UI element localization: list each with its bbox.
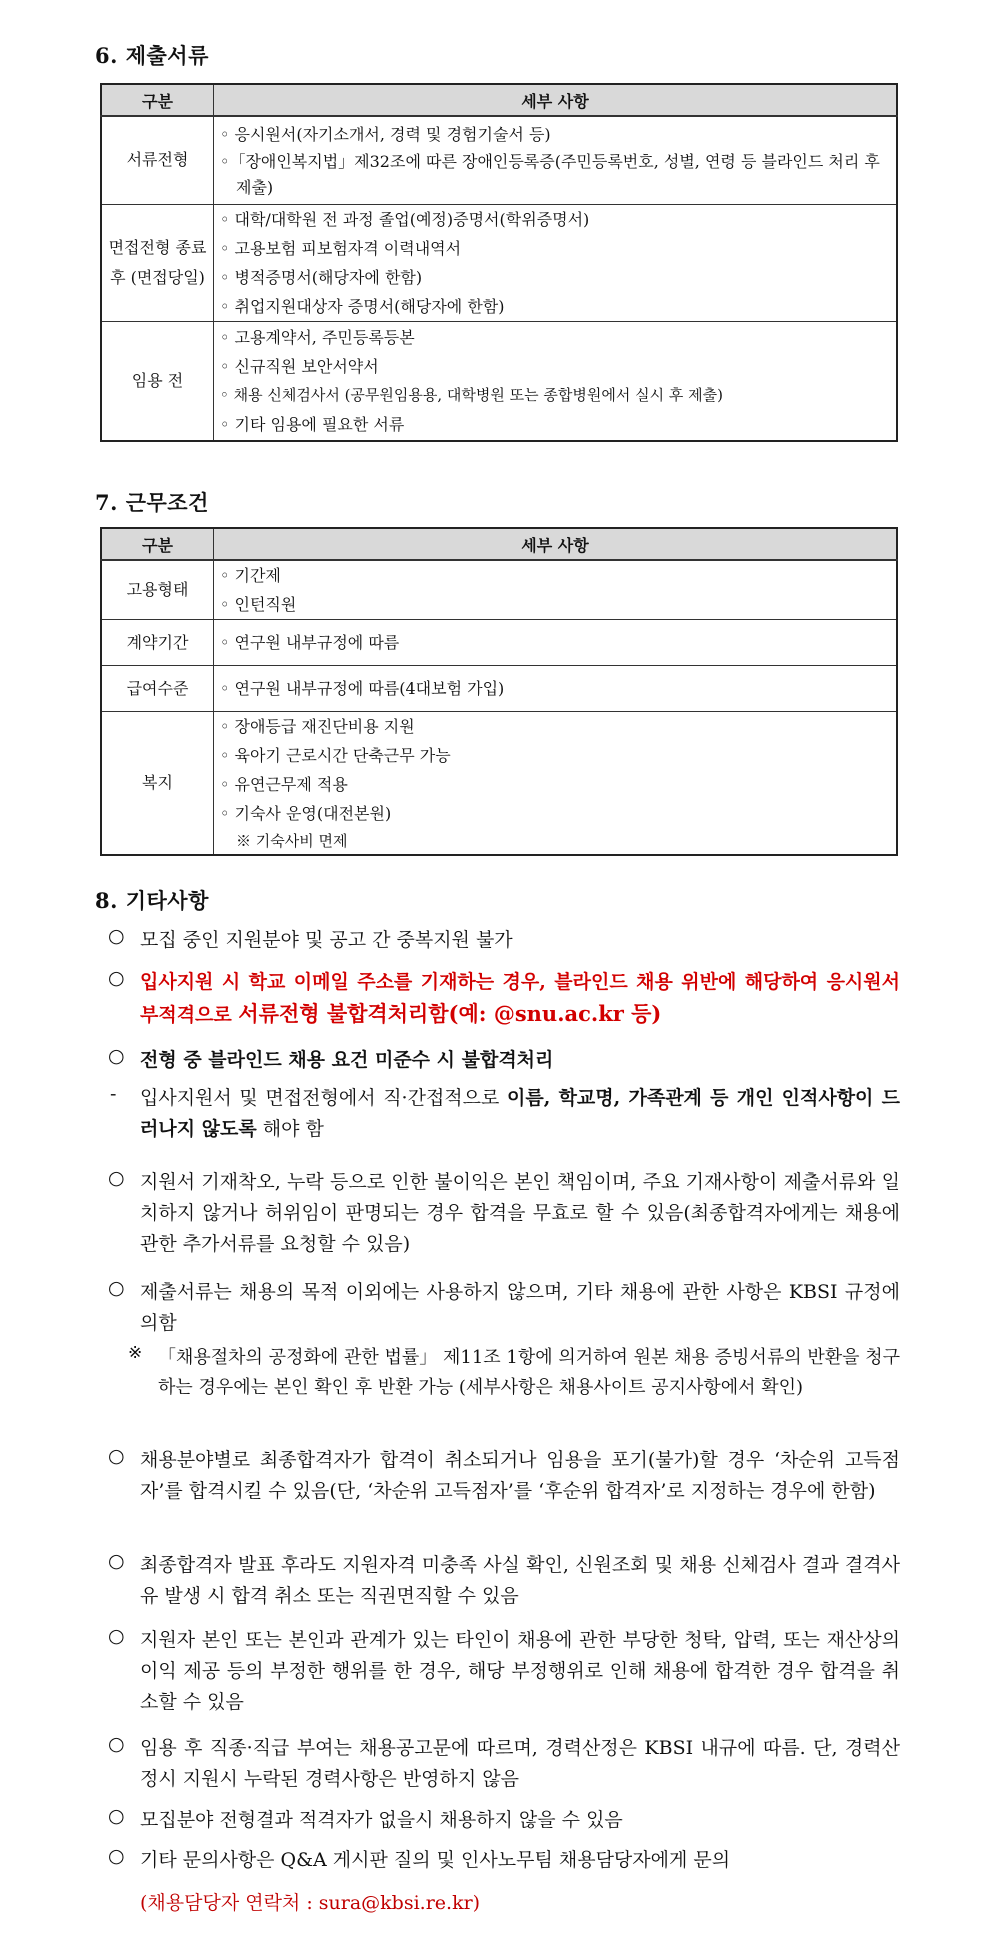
circle-bullet-icon: ○ [108,1733,125,1755]
circle-bullet-icon: ○ [108,1045,125,1067]
section-8-title: 8. 기타사항 [95,888,209,913]
list-item: ◦ 기타 임용에 필요한 서류 [220,414,405,434]
table-row [101,712,897,856]
list-item: ◦ 기숙사 운영(대전본원) [220,804,392,823]
working-conditions-table [100,527,898,856]
list-item: ◦ 육아기 근로시간 단축근무 가능 [220,746,451,765]
row-category: 계약기간 [101,620,214,666]
table-row [101,204,897,321]
section-7-title: 7. 근무조건 [95,490,209,515]
table-header-detail: 세부 사항 [214,84,898,116]
row-category: 면접전형 종료 후 (면접당일) [101,204,214,321]
circle-bullet-icon: ○ [108,1805,125,1827]
list-item: ◦ 고용보험 피보험자격 이력내역서 [220,238,462,258]
circle-bullet-icon: ○ [108,1550,125,1572]
other-notes: ○ 모집 중인 지원분야 및 공고 간 중복지원 불가 ○ 입사지원 시 학교 이메일 주소를 기재하는 경우, 블라인드 채용 위반에 해당하여 응시원서 부적격으로 서류전형 불합격처리함(예: @snu.ac.kr 등) ○ 전형 중 블라인드 채용 요건 미준수 시 불합격처리 - 입사지원서 및 면접전형에서 직·간접적으로 이름, 학교명, 가족관계 등 개인 인적사항이 드러나지 않도록 해야 함 ○ 지원서 기재착오, 누락 등으로 인한 불이익은 본인 책임이며, 주요 기재사항이 제출서류와 일치하지 않거나 허위임이 판명되는 경우 합격을 무효로 할 수 있음(최종합격자에게는 채용에 관한 추가서류를 요청할 수 있음) ○ 제출서류는 채용의 목적 이외에는 사용하지 않으며, 기타 채용에 관한 사항은 KBSI 규정에 의함 ※ 「채용절차의 공정화에 관한 법률」 제11조 1항에 의거하여 원본 채용 증빙서류의 반환을 청구하는 경우에는 본인 확인 후 반환 가능 (세부사항은 채용사이트 공지사항에서 확인) ○ 채용분야별로 최종합격자가 합격이 취소되거나 임용을 포기(불가)할 경우 ‘차순위 고득점자’를 합격시킬 수 있음(단, ‘차순위 고득점자’를 ‘후순위 합격자’로 지정하는 경우에 한함) ○ 최종합격자 발표 후라도 지원자격 미충족 사실 확인, 신원조회 및 채용 신체검사 결과 결격사유 발생 시 합격 취소 또는 직권면직할 수 있음 ○ 지원자 본인 또는 본인과 관계가 있는 타인이 채용에 관한 부당한 청탁, 압력, 또는 재산상의 이익 제공 등의 부정한 행위를 한 경우, 해당 부정행위로 인해 채용에 합격한 경우 합격을 취소할 수 있음 ○ 임용 후 직종·직급 부여는 채용공고문에 따르며, 경력산정은 KBSI 내규에 따름. 단, 경력산정시 지원시 누락된 경력사항은 반영하지 않음 ○ 모집분야 전형결과 적격자가 없을시 채용하지 않을 수 있음 ○ 기타 문의사항은 Q&A 게시판 질의 및 인사노무팀 채용담당자에게 문의 (채용담당자 연락처 : sura@kbsi.re.kr) [108,925,900,1914]
list-item: ◦ 유연근무제 적용 [220,775,348,794]
table-row [101,666,897,712]
row-category: 서류전형 [101,116,214,204]
section-6-title: 6. 제출서류 [95,43,209,68]
row-category: 임용 전 [101,321,214,441]
list-item: ◦ 인턴직원 [220,595,297,614]
table-header-category: 구분 [101,528,214,560]
table-row [101,116,897,204]
table-header-category: 구분 [101,84,214,116]
list-item: ◦ 취업지원대상자 증명서(해당자에 한함) [220,296,505,316]
table-header-detail: 세부 사항 [214,528,898,560]
list-item: ◦ 응시원서(자기소개서, 경력 및 경험기술서 등) [220,124,551,144]
table-note: ※ 기숙사비 면제 [236,832,348,850]
table-row [101,321,897,441]
table-row [101,560,897,620]
submission-documents-table [100,83,898,442]
dash-bullet-icon: - [110,1083,117,1105]
circle-bullet-icon: ○ [108,1845,125,1867]
circle-bullet-icon: ○ [108,925,125,947]
row-category: 고용형태 [101,560,214,620]
list-item: ◦「장애인복지법」제32조에 따른 장애인등록증(주민등록번호, 성별, 연령 등 블라인드 처리 후 제출) [220,151,880,197]
circle-bullet-icon: ○ [108,967,125,989]
list-item: ◦ 고용계약서, 주민등록등본 [220,327,415,347]
reference-mark-icon: ※ [128,1343,143,1363]
list-item: ◦ 신규직원 보안서약서 [220,356,379,376]
row-category: 급여수준 [101,666,214,712]
list-item: ◦ 기간제 [220,566,281,585]
circle-bullet-icon: ○ [108,1277,125,1299]
row-category: 복지 [101,712,214,856]
list-item: ◦ 병적증명서(해당자에 한함) [220,267,423,287]
contact-info: (채용담당자 연락처 : sura@kbsi.re.kr) [140,1892,481,1914]
list-item: ◦ 연구원 내부규정에 따름(4대보험 가입) [220,679,505,698]
circle-bullet-icon: ○ [108,1445,125,1467]
list-item: ◦ 장애등급 재진단비용 지원 [220,717,415,736]
circle-bullet-icon: ○ [108,1167,125,1189]
list-item: ◦ 채용 신체검사서 (공무원임용용, 대학병원 또는 종합병원에서 실시 후 제출) [220,385,723,404]
list-item: ◦ 연구원 내부규정에 따름 [220,633,400,652]
list-item: ◦ 대학/대학원 전 과정 졸업(예정)증명서(학위증명서) [220,209,590,229]
table-row [101,620,897,666]
circle-bullet-icon: ○ [108,1625,125,1647]
